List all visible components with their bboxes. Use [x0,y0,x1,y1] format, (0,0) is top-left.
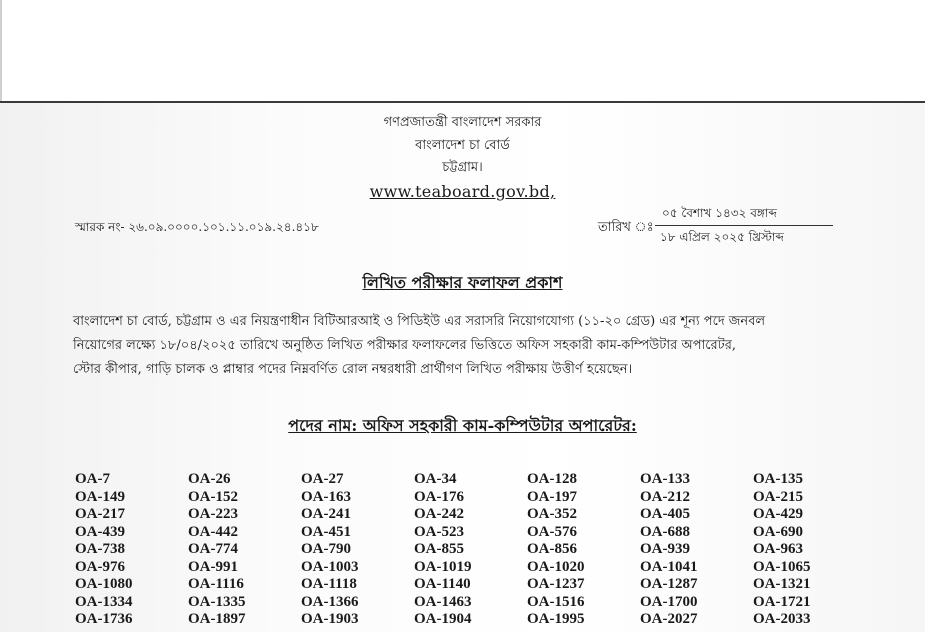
left-edge [0,0,2,101]
roll-number: OA-690 [753,523,803,540]
roll-number: OA-176 [414,488,464,505]
roll-number: OA-856 [527,541,577,557]
paragraph-line: নিয়োগের লক্ষ্যে ১৮/০৪/২০২৫ তারিখে অনুষ্ঠিত লিখিত পরীক্ষার ফলাফলের ভিত্তিতে অফিস সহকারী কাম-কম্পিউটার অপারেটর, [73,338,737,353]
roll-number: OA-242 [414,506,464,522]
date-bangla: ০৫ বৈশাখ ১৪৩২ বঙ্গাব্দ [662,206,777,220]
roll-number: OA-152 [188,488,238,505]
roll-number: OA-2033 [753,611,811,627]
roll-number: OA-197 [527,488,577,505]
roll-number: OA-939 [640,541,690,557]
roll-number: OA-352 [527,506,577,522]
roll-number: OA-1140 [414,576,471,592]
post-title: পদের নাম: অফিস সহকারী কাম-কম্পিউটার অপারেটর: [288,416,637,435]
roll-number: OA-1516 [527,593,585,610]
roll-number: OA-1321 [753,576,811,592]
roll-number: OA-1736 [75,611,133,627]
roll-number: OA-976 [75,558,125,575]
roll-number: OA-1700 [640,593,698,610]
roll-number: OA-1237 [527,576,585,592]
roll-number: OA-1366 [301,593,359,610]
roll-number: OA-1003 [301,558,359,575]
roll-number: OA-223 [188,506,238,522]
roll-number: OA-688 [640,523,690,540]
date-divider [655,225,833,226]
roll-number: OA-405 [640,506,690,522]
roll-number: OA-1903 [301,611,359,627]
roll-number: OA-738 [75,541,125,557]
government-heading: গণপ্রজাতন্ত্রী বাংলাদেশ সরকার [383,115,542,130]
roll-number: OA-1287 [640,576,698,592]
roll-number: OA-1116 [188,576,244,592]
roll-number: OA-241 [301,506,351,522]
roll-number: OA-1020 [527,558,585,575]
roll-number: OA-1995 [527,611,585,627]
roll-number: OA-133 [640,471,690,487]
roll-number: OA-451 [301,523,351,540]
organization-name: বাংলাদেশ চা বোর্ড [415,138,510,153]
roll-number: OA-439 [75,523,125,540]
roll-number: OA-1080 [75,576,133,592]
roll-number: OA-1904 [414,611,472,627]
roll-number: OA-991 [188,558,238,575]
roll-number: OA-26 [188,471,231,487]
roll-number: OA-963 [753,541,803,557]
paragraph-line: বাংলাদেশ চা বোর্ড, চট্টগ্রাম ও এর নিয়ন্ত্রণাধীন বিটিআরআই ও পিডিইউ এর সরাসরি নিয়োগযোগ্য (১১-২০ গ্রেড) এর শূন্য পদে জনবল [73,314,766,329]
roll-number: OA-7 [75,471,110,487]
roll-number: OA-523 [414,523,464,540]
paragraph-line: স্টোর কীপার, গাড়ি চালক ও প্লাম্বার পদের নিম্নবর্ণিত রোল নম্বরধারী প্রার্থীগণ লিখিত পরীক্ষায় উত্তীর্ণ হয়েছেন। [73,362,633,377]
roll-number: OA-1897 [188,611,246,627]
roll-number: OA-1065 [753,558,811,575]
notice-paragraph [73,310,873,382]
roll-number: OA-429 [753,506,803,522]
roll-number: OA-1721 [753,593,811,610]
roll-number: OA-442 [188,523,238,540]
roll-number: OA-135 [753,471,803,487]
roll-number: OA-27 [301,471,344,487]
roll-number: OA-163 [301,488,351,505]
roll-number: OA-576 [527,523,577,540]
roll-number: OA-215 [753,488,803,505]
roll-number: OA-2027 [640,611,698,627]
memo-number: স্মারক নং- ২৬.০৯.০০০০.১০১.১১.০১৯.২৪.৪১৮ [75,220,319,234]
roll-number: OA-1335 [188,593,246,610]
notice-title: লিখিত পরীক্ষার ফলাফল প্রকাশ [362,273,563,292]
roll-number: OA-149 [75,488,125,505]
roll-number: OA-1041 [640,558,698,575]
roll-number: OA-128 [527,471,577,487]
roll-number: OA-1334 [75,593,133,610]
top-blank-strip [0,0,925,101]
date-label: তারিখ ঃ [598,220,654,235]
roll-number: OA-1019 [414,558,472,575]
roll-number-grid [75,471,866,629]
date-english: ১৮ এপ্রিল ২০২৫ খ্রিস্টাব্দ [660,230,784,244]
roll-number: OA-217 [75,506,125,522]
roll-number: OA-34 [414,471,457,487]
website-link[interactable]: www.teaboard.gov.bd, [369,182,556,201]
roll-number: OA-1118 [301,576,357,592]
roll-number: OA-212 [640,488,690,505]
organization-city: চট্টগ্রাম। [442,160,483,175]
roll-number: OA-774 [188,541,238,557]
roll-number: OA-1463 [414,593,472,610]
roll-number: OA-855 [414,541,464,557]
roll-number: OA-790 [301,541,351,557]
